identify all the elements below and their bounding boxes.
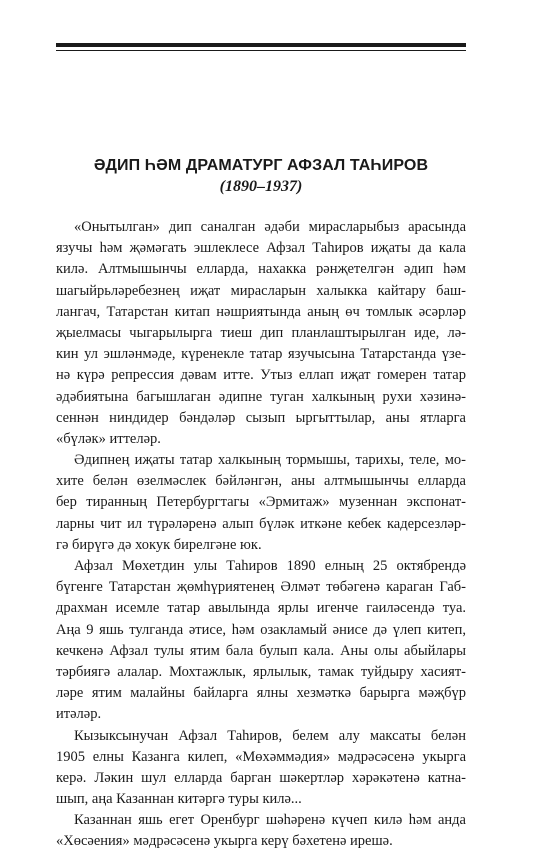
- text-line: шагыйрьләребезнең иҗат мирасларын халыкка кайтару баш-: [56, 282, 466, 299]
- text-line: «Онытылган» дип саналган әдәби мирасларыбыз арасында: [74, 219, 466, 235]
- chapter-title: ӘДИП ҺӘМ ДРАМАТУРГ АФЗАЛ ТАҺИРОВ: [93, 157, 429, 174]
- chapter-body: [56, 217, 466, 853]
- text-line: «бүләк» иттеләр.: [56, 430, 161, 447]
- paragraph: [56, 810, 466, 852]
- text-line: ларны чит ил түрәләренә алып бүләк иткәне кебек кадерсезләр-: [56, 515, 466, 532]
- text-line: кин ул эшләнмәде, күренекле татар язучысына Татарстанда үзе-: [56, 346, 466, 363]
- header-rule-thin: [56, 50, 466, 51]
- text-line: Кызыксынучан Афзал Таһиров, белем алу максаты белән: [74, 727, 466, 744]
- text-line: тәрбиягә алалар. Мохтажлык, ярлылык, тамак туйдыру хасият-: [56, 663, 466, 680]
- text-line: кечкенә Афзал тулы ятим бала булып кала. Аны олы абыйлары: [56, 642, 466, 659]
- text-line: Әдипнең иҗаты татар халкының тормышы, тарихы, теле, мо-: [74, 452, 466, 469]
- text-line: ләре ятим малайны байларга ялны хезмәткә барырга мәҗбүр: [56, 685, 466, 702]
- text-line: 1905 елны Казанга килеп, «Мөхәммәдия» мәдрәсәсенә укырга: [56, 748, 466, 765]
- text-line: хите белән өзелмәслек бәйләнгән, аны алтмышынчы елларда: [56, 473, 466, 490]
- paragraph: [56, 726, 466, 811]
- text-line: бүгенге Татарстан җөмһүриятенең Әлмәт төбәгенә караган Габ-: [56, 579, 466, 596]
- text-line: Казаннан яшь егет Оренбург шәһәренә күчеп килә һәм анда: [74, 812, 466, 829]
- paragraph: [56, 217, 466, 450]
- text-line: керә. Ләкин шул елларда барган шәкертләр хәрәкәтенә катна-: [56, 769, 466, 786]
- text-line: язучы һәм җәмәгать эшлеклесе Афзал Таһиров иҗаты да кала: [56, 240, 466, 257]
- text-line: килә. Алтмышынчы елларда, нахакка рәнҗетелгән әдип һәм: [56, 261, 466, 278]
- text-line: сеннән ниндидер бәндәләр сызып ыргыттылар, аны ятларга: [56, 409, 466, 426]
- text-line: әдәбиятына багышлаган әдипне туган халкының рухи хәзинә-: [56, 388, 466, 405]
- text-line: җыелмасы чыгарылырга тиеш дип планлаштырылган иде, лә-: [56, 324, 466, 341]
- header-rule-thick: [56, 43, 466, 47]
- chapter-years: (1890–1937): [219, 178, 303, 195]
- text-line: бер тиранның Петербургтагы «Эрмитаж» музеннан экспонат-: [56, 494, 466, 511]
- text-line: Афзал Мөхетдин улы Таһиров 1890 елның 25 октябрендә: [74, 558, 466, 574]
- text-line: нә күрә репрессия дәвам итте. Утыз еллап иҗат гомерен татар: [56, 367, 466, 384]
- text-line: лангач, Татарстан китап нәшриятында аның өч томлык әсәрләр: [56, 303, 466, 320]
- text-line: итәләр.: [56, 706, 102, 723]
- text-line: «Хөсәения» мәдрәсәсенә укырга керү бәхетенә ирешә.: [56, 833, 393, 850]
- text-line: Аңа 9 яшь тулганда әтисе, һәм озакламый әнисе дә үлеп китеп,: [56, 621, 466, 638]
- paragraph: [56, 450, 466, 556]
- paragraph: [56, 556, 466, 726]
- text-line: драхман исемле татар авылында ярлы игенче гаиләсендә туа.: [56, 600, 466, 617]
- text-line: гә бирүгә дә хокук бирелгәне юк.: [56, 536, 262, 553]
- text-line: шып, аңа Казаннан китәргә туры килә...: [56, 791, 302, 808]
